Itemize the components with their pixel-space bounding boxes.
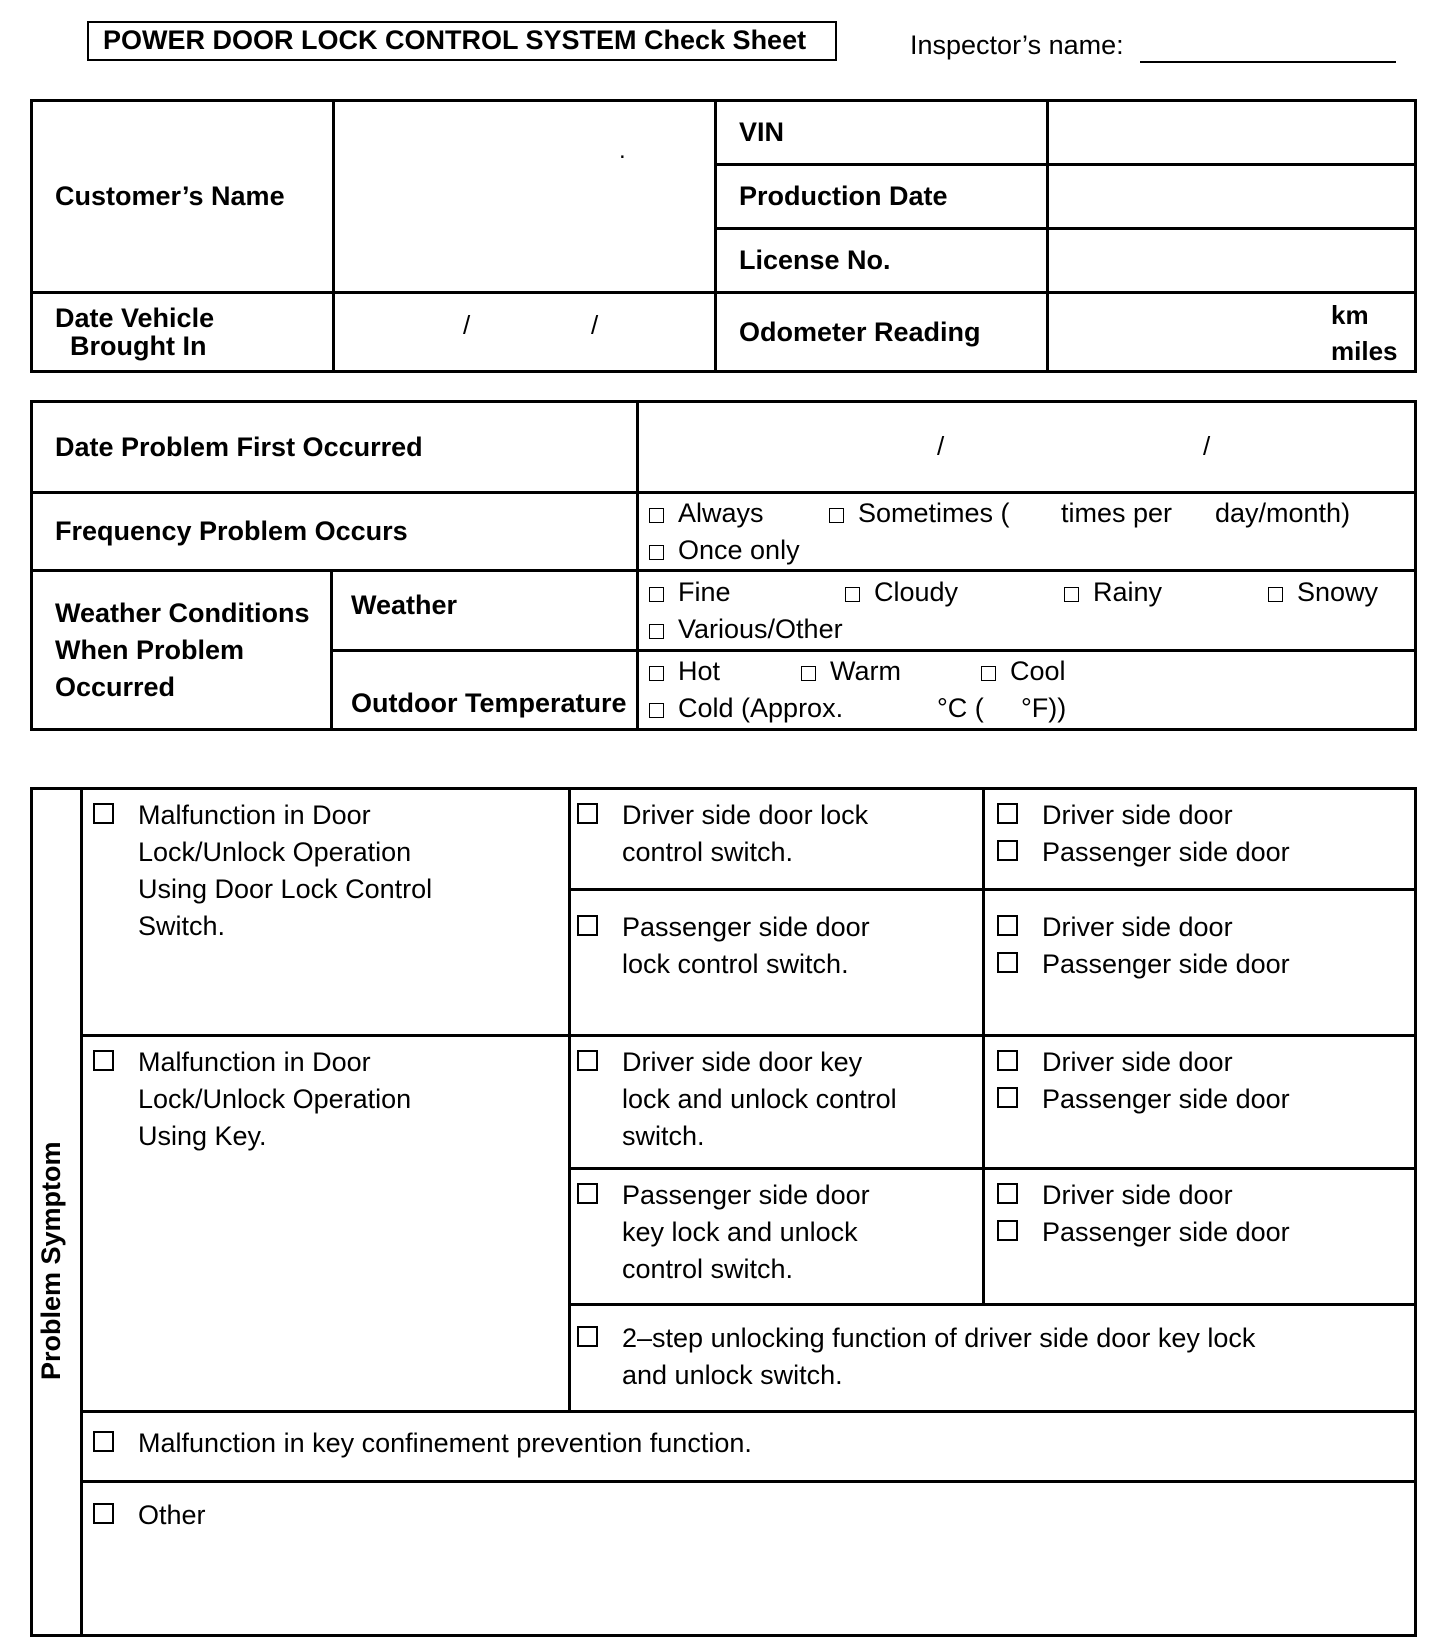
weather-label: Weather	[332, 571, 638, 651]
date-separator: /	[591, 310, 599, 340]
switch-malfunction-cell	[82, 789, 570, 1036]
checkbox[interactable]	[649, 666, 664, 681]
passenger-switch-cell	[570, 890, 984, 1036]
weather-cloudy-option[interactable]	[845, 574, 958, 611]
door-options-cell	[984, 1036, 1416, 1169]
weather-rainy-option[interactable]	[1064, 574, 1162, 611]
problem-symptom-label: Problem Symptom	[36, 1141, 66, 1380]
two-step-cell	[570, 1305, 1416, 1412]
driver-switch-checkbox[interactable]	[577, 803, 598, 824]
unit-miles: miles	[1331, 336, 1398, 366]
checkbox[interactable]	[649, 545, 664, 560]
freq-always-label: Always	[678, 497, 764, 528]
passenger-key-checkbox[interactable]	[577, 1183, 598, 1204]
weather-snowy-label: Snowy	[1297, 576, 1379, 607]
weather-rainy-label: Rainy	[1093, 576, 1163, 607]
weather-various-option[interactable]	[649, 611, 1414, 648]
key-malfunction-line: Using Key.	[138, 1121, 267, 1151]
driver-key-checkbox[interactable]	[577, 1050, 598, 1071]
key-malfunction-cell	[82, 1036, 570, 1412]
customer-name-mark: .	[619, 137, 626, 164]
driver-door-label: Driver side door	[1042, 1180, 1233, 1210]
production-date-field[interactable]	[1048, 165, 1416, 229]
freq-always-option[interactable]	[649, 498, 764, 528]
other-cell	[82, 1482, 1416, 1636]
vin-label: VIN	[716, 101, 1048, 165]
passenger-door-checkbox[interactable]	[997, 1220, 1018, 1241]
passenger-door-label: Passenger side door	[1042, 1084, 1290, 1114]
frequency-label: Frequency Problem Occurs	[32, 493, 638, 571]
checkbox[interactable]	[981, 666, 996, 681]
door-options-cell	[984, 789, 1416, 890]
driver-switch-line: Driver side door lock	[622, 800, 869, 830]
weather-cloudy-label: Cloudy	[874, 576, 959, 607]
door-options-cell	[984, 1169, 1416, 1305]
passenger-switch-line: Passenger side door	[622, 912, 870, 942]
driver-door-checkbox[interactable]	[997, 915, 1018, 936]
key-malfunction-line: Lock/Unlock Operation	[138, 1084, 412, 1114]
driver-key-line: Driver side door key	[622, 1047, 863, 1077]
odometer-label: Odometer Reading	[716, 293, 1048, 372]
temp-warm-label: Warm	[830, 656, 901, 686]
freq-sometimes-label: Sometimes (	[858, 497, 1010, 528]
temp-celsius-label: °C (	[937, 693, 984, 723]
checkbox[interactable]	[649, 624, 664, 639]
freq-sometimes-option[interactable]	[829, 495, 1010, 532]
frequency-options	[638, 493, 1416, 571]
checkbox[interactable]	[801, 666, 816, 681]
passenger-door-checkbox[interactable]	[997, 1087, 1018, 1108]
temp-cold-option[interactable]	[649, 693, 843, 723]
switch-malfunction-line: Lock/Unlock Operation	[138, 837, 412, 867]
odometer-field[interactable]	[1048, 293, 1416, 372]
driver-door-checkbox[interactable]	[997, 803, 1018, 824]
license-no-label: License No.	[716, 229, 1048, 293]
passenger-door-label: Passenger side door	[1042, 837, 1290, 867]
two-step-line: 2–step unlocking function of driver side door key lock	[622, 1323, 1256, 1353]
driver-door-checkbox[interactable]	[997, 1183, 1018, 1204]
weather-conditions-line-3: Occurred	[55, 671, 176, 702]
freq-once-label: Once only	[678, 534, 800, 565]
driver-key-line: switch.	[622, 1121, 705, 1151]
key-confinement-cell	[82, 1412, 1416, 1482]
checkbox[interactable]	[649, 587, 664, 602]
checkbox[interactable]	[649, 703, 664, 718]
date-brought-in-field[interactable]	[334, 293, 716, 372]
key-malfunction-checkbox[interactable]	[93, 1050, 114, 1071]
customer-info-table	[30, 99, 1417, 373]
temp-cool-option[interactable]	[981, 653, 1066, 690]
passenger-key-line: key lock and unlock	[622, 1217, 858, 1247]
other-checkbox[interactable]	[93, 1503, 114, 1524]
weather-fine-option[interactable]	[649, 577, 731, 607]
date-separator: /	[463, 310, 471, 340]
date-separator: /	[937, 431, 945, 461]
weather-various-label: Various/Other	[678, 613, 843, 644]
key-malfunction-line: Malfunction in Door	[138, 1047, 371, 1077]
passenger-key-cell	[570, 1169, 984, 1305]
driver-door-label: Driver side door	[1042, 912, 1233, 942]
passenger-key-line: control switch.	[622, 1254, 794, 1284]
outdoor-temperature-text: Outdoor Temperature	[351, 687, 627, 718]
date-brought-in-line-1: Date Vehicle	[55, 303, 215, 333]
driver-switch-cell	[570, 789, 984, 890]
key-confinement-label: Malfunction in key confinement prevention function.	[138, 1428, 752, 1458]
switch-malfunction-line: Using Door Lock Control	[138, 874, 433, 904]
two-step-checkbox[interactable]	[577, 1326, 598, 1347]
weather-fine-label: Fine	[678, 576, 731, 607]
passenger-door-label: Passenger side door	[1042, 949, 1290, 979]
driver-key-line: lock and unlock control	[622, 1084, 897, 1114]
checkbox[interactable]	[1268, 587, 1283, 602]
weather-options	[638, 571, 1416, 651]
problem-symptom-table	[30, 787, 1417, 1637]
inspector-name-field[interactable]	[1140, 61, 1396, 63]
temp-cold-label: Cold (Approx.	[678, 693, 844, 723]
driver-door-checkbox[interactable]	[997, 1050, 1018, 1071]
temp-hot-label: Hot	[678, 656, 721, 686]
license-no-field[interactable]	[1048, 229, 1416, 293]
production-date-label: Production Date	[716, 165, 1048, 229]
date-first-occurred-field[interactable]	[638, 402, 1416, 493]
passenger-switch-line: lock control switch.	[622, 949, 849, 979]
customer-name-label: Customer’s Name	[32, 101, 334, 293]
driver-door-label: Driver side door	[1042, 800, 1233, 830]
weather-conditions-line-2: When Problem	[55, 634, 245, 665]
freq-once-option[interactable]	[649, 532, 1414, 569]
passenger-key-line: Passenger side door	[622, 1180, 870, 1210]
switch-malfunction-line: Malfunction in Door	[138, 800, 371, 830]
two-step-line: and unlock switch.	[622, 1360, 843, 1390]
passenger-door-checkbox[interactable]	[997, 952, 1018, 973]
temp-fahrenheit-label: °F))	[1021, 693, 1067, 723]
date-first-occurred-label: Date Problem First Occurred	[32, 402, 638, 493]
date-separator: /	[1203, 431, 1211, 461]
driver-door-label: Driver side door	[1042, 1047, 1233, 1077]
problem-occurrence-table	[30, 400, 1417, 731]
driver-key-cell	[570, 1036, 984, 1169]
outdoor-temperature-label	[332, 651, 638, 730]
freq-day-month-label: day/month)	[1215, 497, 1351, 528]
temp-hot-option[interactable]	[649, 656, 720, 686]
passenger-door-label: Passenger side door	[1042, 1217, 1290, 1247]
unit-km: km	[1331, 300, 1369, 330]
checkbox[interactable]	[829, 508, 844, 523]
vin-field[interactable]	[1048, 101, 1416, 165]
temperature-options	[638, 651, 1416, 730]
checkbox[interactable]	[1064, 587, 1079, 602]
other-label: Other	[138, 1500, 206, 1530]
switch-malfunction-line: Switch.	[138, 911, 226, 941]
customer-name-field[interactable]	[334, 101, 716, 293]
passenger-door-checkbox[interactable]	[997, 840, 1018, 861]
inspector-name-label: Inspector’s name:	[910, 30, 1124, 60]
date-brought-in-label	[32, 293, 334, 372]
switch-malfunction-checkbox[interactable]	[93, 803, 114, 824]
checkbox[interactable]	[845, 587, 860, 602]
checkbox[interactable]	[649, 508, 664, 523]
temp-warm-option[interactable]	[801, 653, 901, 690]
door-options-cell	[984, 890, 1416, 1036]
temp-cool-label: Cool	[1010, 656, 1066, 686]
freq-times-per-label: times per	[1061, 497, 1173, 528]
date-brought-in-line-2: Brought In	[70, 331, 207, 361]
weather-conditions-label	[32, 571, 332, 730]
key-confinement-checkbox[interactable]	[93, 1431, 114, 1452]
passenger-switch-checkbox[interactable]	[577, 915, 598, 936]
driver-switch-line: control switch.	[622, 837, 794, 867]
weather-snowy-option[interactable]	[1268, 574, 1378, 611]
page-title: POWER DOOR LOCK CONTROL SYSTEM Check Sheet	[87, 21, 837, 61]
weather-conditions-line-1: Weather Conditions	[55, 597, 310, 628]
